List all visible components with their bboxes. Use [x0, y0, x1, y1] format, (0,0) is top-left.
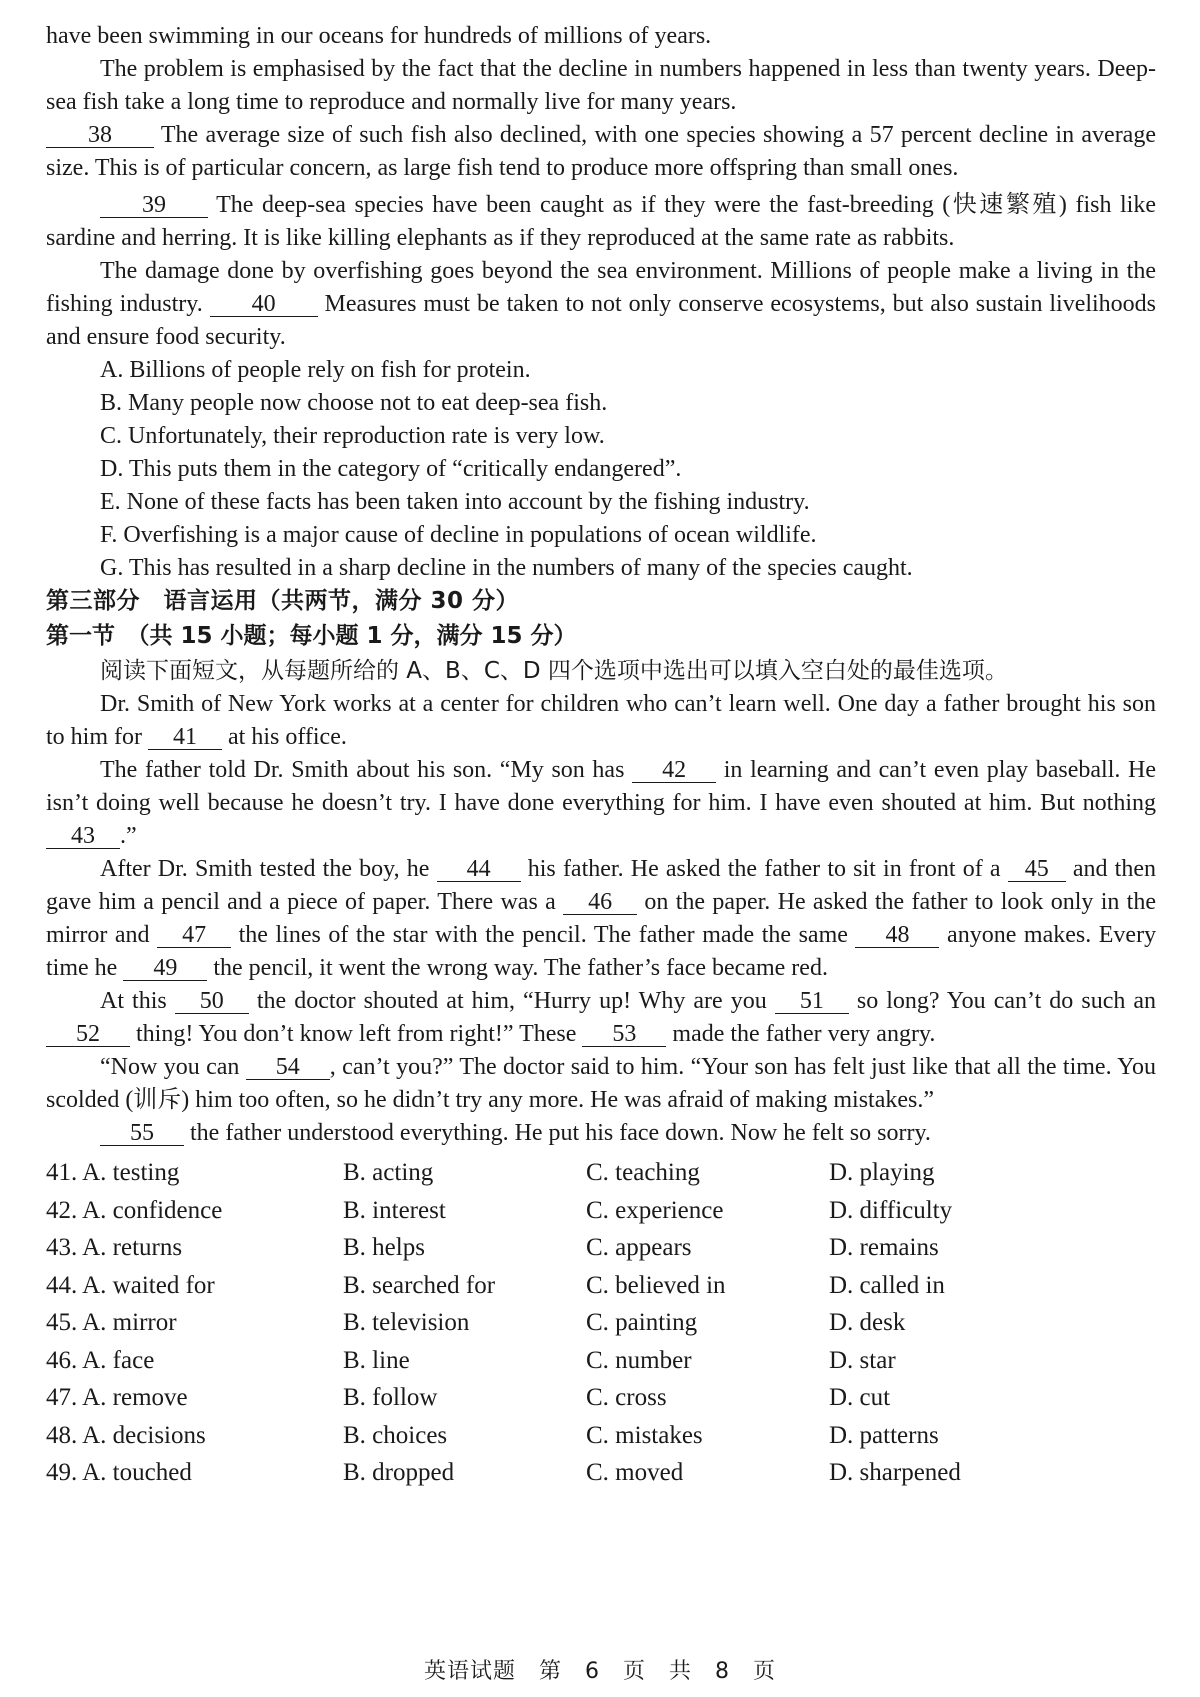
cloze-text: The father told Dr. Smith about his son. “My son has	[100, 757, 625, 783]
choice-d: D. called in	[829, 1271, 945, 1299]
blank-40: 40	[210, 292, 318, 317]
choice-row	[46, 1154, 1156, 1192]
choice-c: C. believed in	[586, 1271, 726, 1299]
blank-46: 46	[563, 890, 637, 915]
blank-54: 54	[246, 1055, 330, 1080]
option-item: G. This has resulted in a sharp decline in the numbers of many of the species caught.	[100, 555, 913, 581]
answer-choices	[46, 1154, 1156, 1492]
blank-47: 47	[157, 923, 231, 948]
subsection-title: 第一节 （共 15 小题；每小题 1 分，满分 15 分）	[46, 623, 577, 649]
cloze-text: the father understood everything. He put his face down. Now he felt so sorry.	[190, 1120, 931, 1146]
blank-38: 38	[46, 123, 154, 148]
cloze-text: at his office.	[228, 724, 347, 750]
option-item: D. This puts them in the category of “critically endangered”.	[100, 456, 682, 482]
passage-paragraph	[46, 255, 1156, 354]
page-footer: 英语试题 第 6 页 共 8 页	[424, 1659, 776, 1684]
cloze-text: the pencil, it went the wrong way. The father’s face became red.	[213, 955, 828, 981]
blank-44: 44	[437, 857, 521, 882]
choice-row	[46, 1379, 1156, 1417]
choice-b: B. choices	[343, 1421, 448, 1449]
cloze-text: the doctor shouted at him, “Hurry up! Why are you	[256, 988, 767, 1014]
section-title: 第三部分 语言运用（共两节，满分 30 分）	[46, 588, 520, 614]
passage-paragraph	[46, 119, 1156, 185]
choice-d: D. playing	[829, 1159, 935, 1186]
choice-row	[46, 1304, 1156, 1342]
blank-48: 48	[855, 923, 939, 948]
choice-b: B. searched for	[343, 1271, 496, 1299]
cloze-text: his father. He asked the father to sit in front of a	[527, 856, 1001, 882]
choice-a: 47. A. remove	[46, 1384, 188, 1411]
choice-c: C. experience	[586, 1196, 724, 1224]
cloze-text: .”	[120, 823, 137, 849]
choice-d: D. sharpened	[829, 1459, 961, 1486]
option-item: E. None of these facts has been taken into account by the fishing industry.	[100, 489, 810, 515]
choice-d: D. star	[829, 1346, 896, 1374]
option-item: F. Overfishing is a major cause of decline in populations of ocean wildlife.	[100, 522, 817, 548]
choice-a: 48. A. decisions	[46, 1421, 206, 1449]
blank-39: 39	[100, 193, 208, 218]
cloze-text: made the father very angry.	[672, 1021, 936, 1047]
cloze-paragraph	[46, 688, 1156, 754]
cloze-paragraph	[46, 1051, 1156, 1117]
paragraph-text: The deep-sea species have been caught as if they were the fast-breeding (快速繁殖) fish like sardine and herring. It is like killing elephants as if they reproduced at the same rate as rabbits.	[46, 192, 1156, 251]
cloze-text: so long? You can’t do such an	[856, 988, 1157, 1014]
choice-d: D. remains	[829, 1234, 939, 1261]
blank-42: 42	[632, 758, 716, 783]
choice-row	[46, 1192, 1156, 1230]
choice-b: B. interest	[343, 1196, 446, 1224]
option-item: C. Unfortunately, their reproduction rate is very low.	[100, 423, 605, 449]
choice-b: B. helps	[343, 1234, 425, 1261]
passage-paragraph	[46, 189, 1156, 255]
passage-line: have been swimming in our oceans for hundreds of millions of years.	[46, 23, 712, 49]
choice-c: C. painting	[586, 1309, 698, 1336]
blank-43: 43	[46, 824, 120, 849]
cloze-text: the lines of the star with the pencil. The father made the same	[238, 922, 848, 948]
cloze-paragraph	[46, 985, 1156, 1051]
blank-45: 45	[1008, 857, 1066, 882]
cloze-text: and then gave him a pencil and a piece of paper. There was a	[46, 856, 1157, 915]
choice-b: B. line	[343, 1346, 410, 1374]
choice-d: D. desk	[829, 1309, 906, 1336]
choice-a: 45. A. mirror	[46, 1309, 177, 1336]
choice-c: C. cross	[586, 1384, 667, 1411]
choice-a: 43. A. returns	[46, 1234, 183, 1261]
choice-b: B. follow	[343, 1384, 438, 1411]
choice-row	[46, 1267, 1156, 1305]
choice-d: D. cut	[829, 1384, 891, 1411]
cloze-text: , can’t you?” The doctor said to him. “Your son has felt just like that all the time. You scolded (训斥) him too often, so he didn’t try any more. He was afraid of making mistakes.”	[46, 1054, 1157, 1113]
cloze-text: “Now you can	[100, 1054, 240, 1080]
choice-c: C. mistakes	[586, 1421, 703, 1449]
paragraph-text: The damage done by overfishing goes beyond the sea environment. Millions of people make a living in the fishing industry.	[46, 258, 1156, 317]
choice-b: B. acting	[343, 1159, 434, 1186]
choice-b: B. dropped	[343, 1459, 455, 1486]
blank-51: 51	[775, 989, 849, 1014]
cloze-text: thing! You don’t know left from right!” These	[136, 1021, 577, 1047]
blank-41: 41	[148, 725, 222, 750]
option-item: A. Billions of people rely on fish for protein.	[100, 357, 531, 383]
choice-row	[46, 1342, 1156, 1380]
choice-row	[46, 1454, 1156, 1492]
passage-paragraph: The problem is emphasised by the fact that the decline in numbers happened in less than twenty years. Deep-sea fish take a long time to reproduce and normally live for many years.	[46, 56, 1156, 115]
choice-c: C. teaching	[586, 1159, 700, 1186]
blank-49: 49	[123, 956, 207, 981]
choice-c: C. number	[586, 1346, 692, 1374]
choice-b: B. television	[343, 1309, 470, 1336]
paragraph-text: The average size of such fish also declined, with one species showing a 57 percent decline in average size. This is of particular concern, as large fish tend to produce more offspring than small ones.	[46, 122, 1156, 181]
cloze-text: After Dr. Smith tested the boy, he	[100, 856, 430, 882]
choice-a: 41. A. testing	[46, 1159, 180, 1186]
cloze-paragraph	[46, 754, 1156, 853]
choice-row	[46, 1229, 1156, 1267]
choice-a: 46. A. face	[46, 1346, 155, 1374]
choice-a: 49. A. touched	[46, 1459, 192, 1486]
choice-a: 42. A. confidence	[46, 1196, 223, 1224]
blank-50: 50	[175, 989, 249, 1014]
exam-page	[46, 20, 1156, 1492]
option-list	[46, 354, 1156, 585]
choice-row	[46, 1417, 1156, 1455]
cloze-text: in learning and can’t even play baseball. He isn’t doing well because he doesn’t try. I have done everything for him. I have even shouted at him. But nothing	[46, 757, 1157, 816]
cloze-paragraph	[46, 853, 1156, 985]
choice-a: 44. A. waited for	[46, 1271, 215, 1299]
cloze-paragraph	[46, 1117, 1156, 1150]
choice-d: D. difficulty	[829, 1196, 953, 1224]
choice-d: D. patterns	[829, 1421, 939, 1449]
choice-c: C. appears	[586, 1234, 692, 1261]
paragraph-text: Measures must be taken to not only conserve ecosystems, but also sustain livelihoods and ensure food security.	[46, 291, 1157, 350]
blank-55: 55	[100, 1121, 184, 1146]
cloze-text: Dr. Smith of New York works at a center for children who can’t learn well. One day a father brought his son to him for	[46, 691, 1156, 750]
blank-52: 52	[46, 1022, 130, 1047]
cloze-text: At this	[100, 988, 167, 1014]
instruction-text: 阅读下面短文，从每题所给的 A、B、C、D 四个选项中选出可以填入空白处的最佳选项。	[100, 658, 1008, 684]
choice-c: C. moved	[586, 1459, 684, 1486]
option-item: B. Many people now choose not to eat deep-sea fish.	[100, 390, 608, 416]
cloze-text: anyone makes. Every time he	[46, 922, 1157, 981]
blank-53: 53	[582, 1022, 666, 1047]
cloze-text: on the paper. He asked the father to look only in the mirror and	[46, 889, 1157, 948]
